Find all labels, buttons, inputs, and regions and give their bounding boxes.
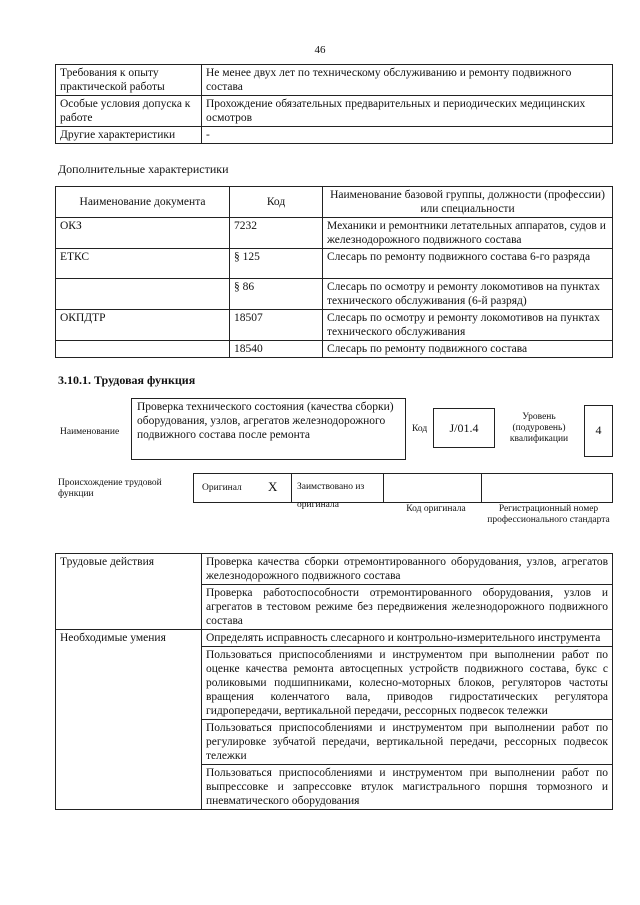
reg-number-label: Регистрационный номер профессионального стандарта [487, 504, 610, 525]
level-box: 4 [584, 405, 613, 457]
action-item: Проверка работоспособности отремонтированного оборудования, узлов и агрегатов в тестовом режиме без передвижения железнодорожного подвижного состава [202, 585, 613, 630]
code-original-box [383, 473, 482, 503]
row-value: Не менее двух лет по техническому обслуживанию и ремонту подвижного состава [202, 65, 613, 96]
original-label: Оригинал [202, 483, 242, 493]
borrowed-box [291, 473, 384, 510]
actions-label: Трудовые действия [56, 554, 202, 630]
column-header: Наименование документа [56, 187, 230, 218]
original-box [193, 473, 292, 503]
doc-cell: ОКПДТР [56, 310, 230, 341]
original-mark: X [268, 479, 278, 494]
column-header: Наименование базовой группы, должности (профессии) или специальности [323, 187, 613, 218]
row-value: Прохождение обязательных предварительных и периодических медицинских осмотров [202, 96, 613, 127]
name-cell: Слесарь по осмотру и ремонту локомотивов на пунктах технического обслуживания (6-й разряд) [323, 279, 613, 310]
name-cell: Слесарь по осмотру и ремонту локомотивов на пунктах технического обслуживания [323, 310, 613, 341]
skill-item: Определять исправность слесарного и контрольно-измерительного инструмента [202, 630, 613, 647]
doc-cell [56, 279, 230, 310]
table-row [56, 127, 613, 144]
function-code-box: J/01.4 [433, 408, 495, 448]
table-row [56, 310, 613, 341]
skill-item: Пользоваться приспособлениями и инструментом при выполнении работ по выпрессовке и запрессовке втулок магистрального поршня тормозного и пневматического оборудования [202, 765, 613, 810]
action-item: Проверка качества сборки отремонтированного оборудования, узлов, агрегатов железнодорожного подвижного состава [202, 554, 613, 585]
row-label: Особые условия допуска к работе [56, 96, 202, 127]
function-title: 3.10.1. Трудовая функция [58, 373, 196, 387]
row-label: Другие характеристики [56, 127, 202, 144]
requirements-table [55, 64, 613, 144]
code-cell: 18507 [230, 310, 323, 341]
table-row [56, 630, 613, 647]
table-row [56, 249, 613, 279]
skill-item: Пользоваться приспособлениями и инструментом при выполнении работ по оценке качества ремонта автосцепных устройств подвижного состава, букс с роликовыми подшипниками, колесно-моторных блоков, регуляторов частоты вращения коленчатого вала, приводов гидростатических регулятора гидропередачи, вертикальной передачи, рессорных подвесок тележки [202, 647, 613, 720]
code-original-label: Код оригинала [406, 504, 466, 514]
table-row [56, 554, 613, 585]
name-cell: Слесарь по ремонту подвижного состава 6-го разряда [323, 249, 613, 279]
name-label: Наименование [60, 427, 120, 437]
table-header-row [56, 187, 613, 218]
function-name-box: Проверка технического состояния (качества сборки) оборудования, узлов, агрегатов железнодорожного подвижного состава после ремонта [131, 398, 406, 460]
reg-number-box [481, 473, 613, 503]
doc-cell [56, 341, 230, 358]
name-cell: Механики и ремонтники летательных аппаратов, судов и железнодорожного подвижного состава [323, 218, 613, 249]
actions-table [55, 553, 613, 810]
skills-label: Необходимые умения [56, 630, 202, 810]
row-label: Требования к опыту практической работы [56, 65, 202, 96]
code-cell: 7232 [230, 218, 323, 249]
skill-item: Пользоваться приспособлениями и инструментом при выполнении работ по регулировке зубчатой передачи, вертикальной передачи, рессорных подвесок тележки [202, 720, 613, 765]
code-label: Код [412, 424, 428, 434]
level-label: Уровень (подуровень) квалификации [509, 412, 569, 444]
table-row [56, 65, 613, 96]
doc-cell: ЕТКС [56, 249, 230, 279]
table-row [56, 96, 613, 127]
doc-cell: ОКЗ [56, 218, 230, 249]
code-cell: 18540 [230, 341, 323, 358]
column-header: Код [230, 187, 323, 218]
code-cell: § 86 [230, 279, 323, 310]
table-row [56, 279, 613, 310]
additional-heading: Дополнительные характеристики [58, 162, 229, 176]
borrowed-label: Заимствовано из оригинала [297, 482, 365, 510]
page-number: 46 [314, 44, 326, 56]
code-cell: § 125 [230, 249, 323, 279]
row-value: - [202, 127, 613, 144]
origin-label: Происхождение трудовой функции [58, 478, 162, 499]
characteristics-table [55, 186, 613, 358]
name-cell: Слесарь по ремонту подвижного состава [323, 341, 613, 358]
table-row [56, 341, 613, 358]
table-row [56, 218, 613, 249]
